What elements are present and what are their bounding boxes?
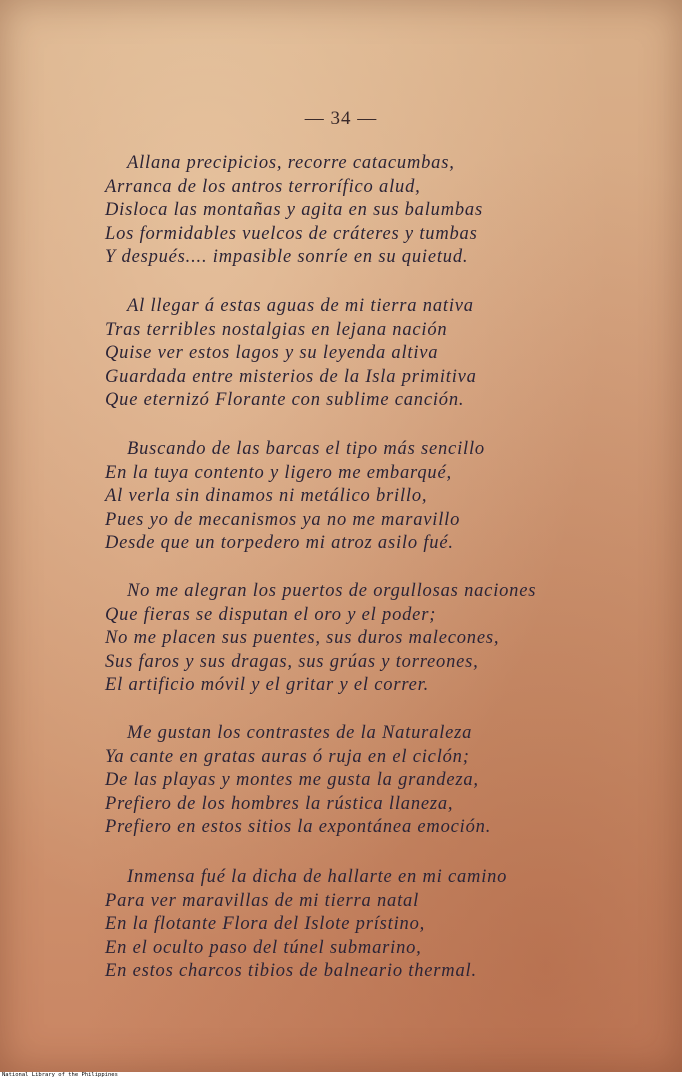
verse-line: Los formidables vuelcos de cráteres y tumbas [105, 223, 478, 244]
verse-line: Allana precipicios, recorre catacumbas, [127, 153, 455, 173]
stanza-1 [105, 152, 645, 270]
verse-line: Desde que un torpedero mi atroz asilo fué. [105, 533, 454, 553]
verse-line: Al llegar á estas aguas de mi tierra nativa [127, 296, 474, 316]
stanza-6 [105, 866, 645, 984]
verse-line: No me alegran los puertos de orgullosas naciones [127, 581, 537, 601]
verse-line: En la flotante Flora del Islote prístino, [105, 914, 426, 934]
verse-line: Que fieras se disputan el oro y el poder; [105, 604, 437, 625]
stanza-2 [105, 295, 645, 413]
verse-line: Inmensa fué la dicha de hallarte en mi camino [127, 867, 508, 887]
verse-line: Pues yo de mecanismos ya no me maravillo [105, 509, 461, 530]
verse-line: Ya cante en gratas auras ó ruja en el ciclón; [105, 746, 470, 767]
verse-line: Que eternizó Florante con sublime canción. [105, 390, 465, 410]
verse-line: Para ver maravillas de mi tierra natal [105, 890, 420, 911]
verse-line: Disloca las montañas y agita en sus balumbas [105, 200, 483, 220]
verse-line: Al verla sin dinamos ni metálico brillo, [105, 486, 428, 506]
page-number: — 34 — [304, 108, 378, 129]
verse-line: Me gustan los contrastes de la Naturaleza [127, 723, 473, 743]
verse-line: Quise ver estos lagos y su leyenda altiva [105, 343, 439, 363]
verse-line: Guardada entre misterios de la Isla primitiva [105, 366, 477, 387]
verse-line: Sus faros y sus dragas, sus grúas y torreones, [105, 651, 479, 672]
verse-line: De las playas y montes me gusta la grandeza, [105, 770, 479, 790]
stanza-3 [105, 438, 645, 556]
verse-line: En la tuya contento y ligero me embarqué, [105, 462, 452, 483]
verse-line: Prefiero de los hombres la rústica llaneza, [105, 793, 454, 814]
stanza-5 [105, 722, 645, 840]
verse-line: El artificio móvil y el gritar y el correr. [105, 675, 430, 695]
verse-line: Buscando de las barcas el tipo más sencillo [127, 439, 485, 459]
verse-line: Arranca de los antros terrorífico alud, [105, 176, 421, 197]
library-credit: National Library of the Philippines [2, 1072, 118, 1078]
stanza-4 [105, 580, 645, 698]
verse-line: En el oculto paso del túnel submarino, [105, 937, 422, 958]
verse-line: Tras terribles nostalgias en lejana nación [105, 319, 448, 340]
verse-line: Prefiero en estos sitios la expontánea emoción. [105, 817, 492, 837]
verse-line: No me placen sus puentes, sus duros malecones, [105, 628, 500, 648]
verse-line: Y después.... impasible sonríe en su quietud. [105, 247, 469, 267]
verse-line: En estos charcos tibios de balneario thermal. [105, 961, 477, 981]
